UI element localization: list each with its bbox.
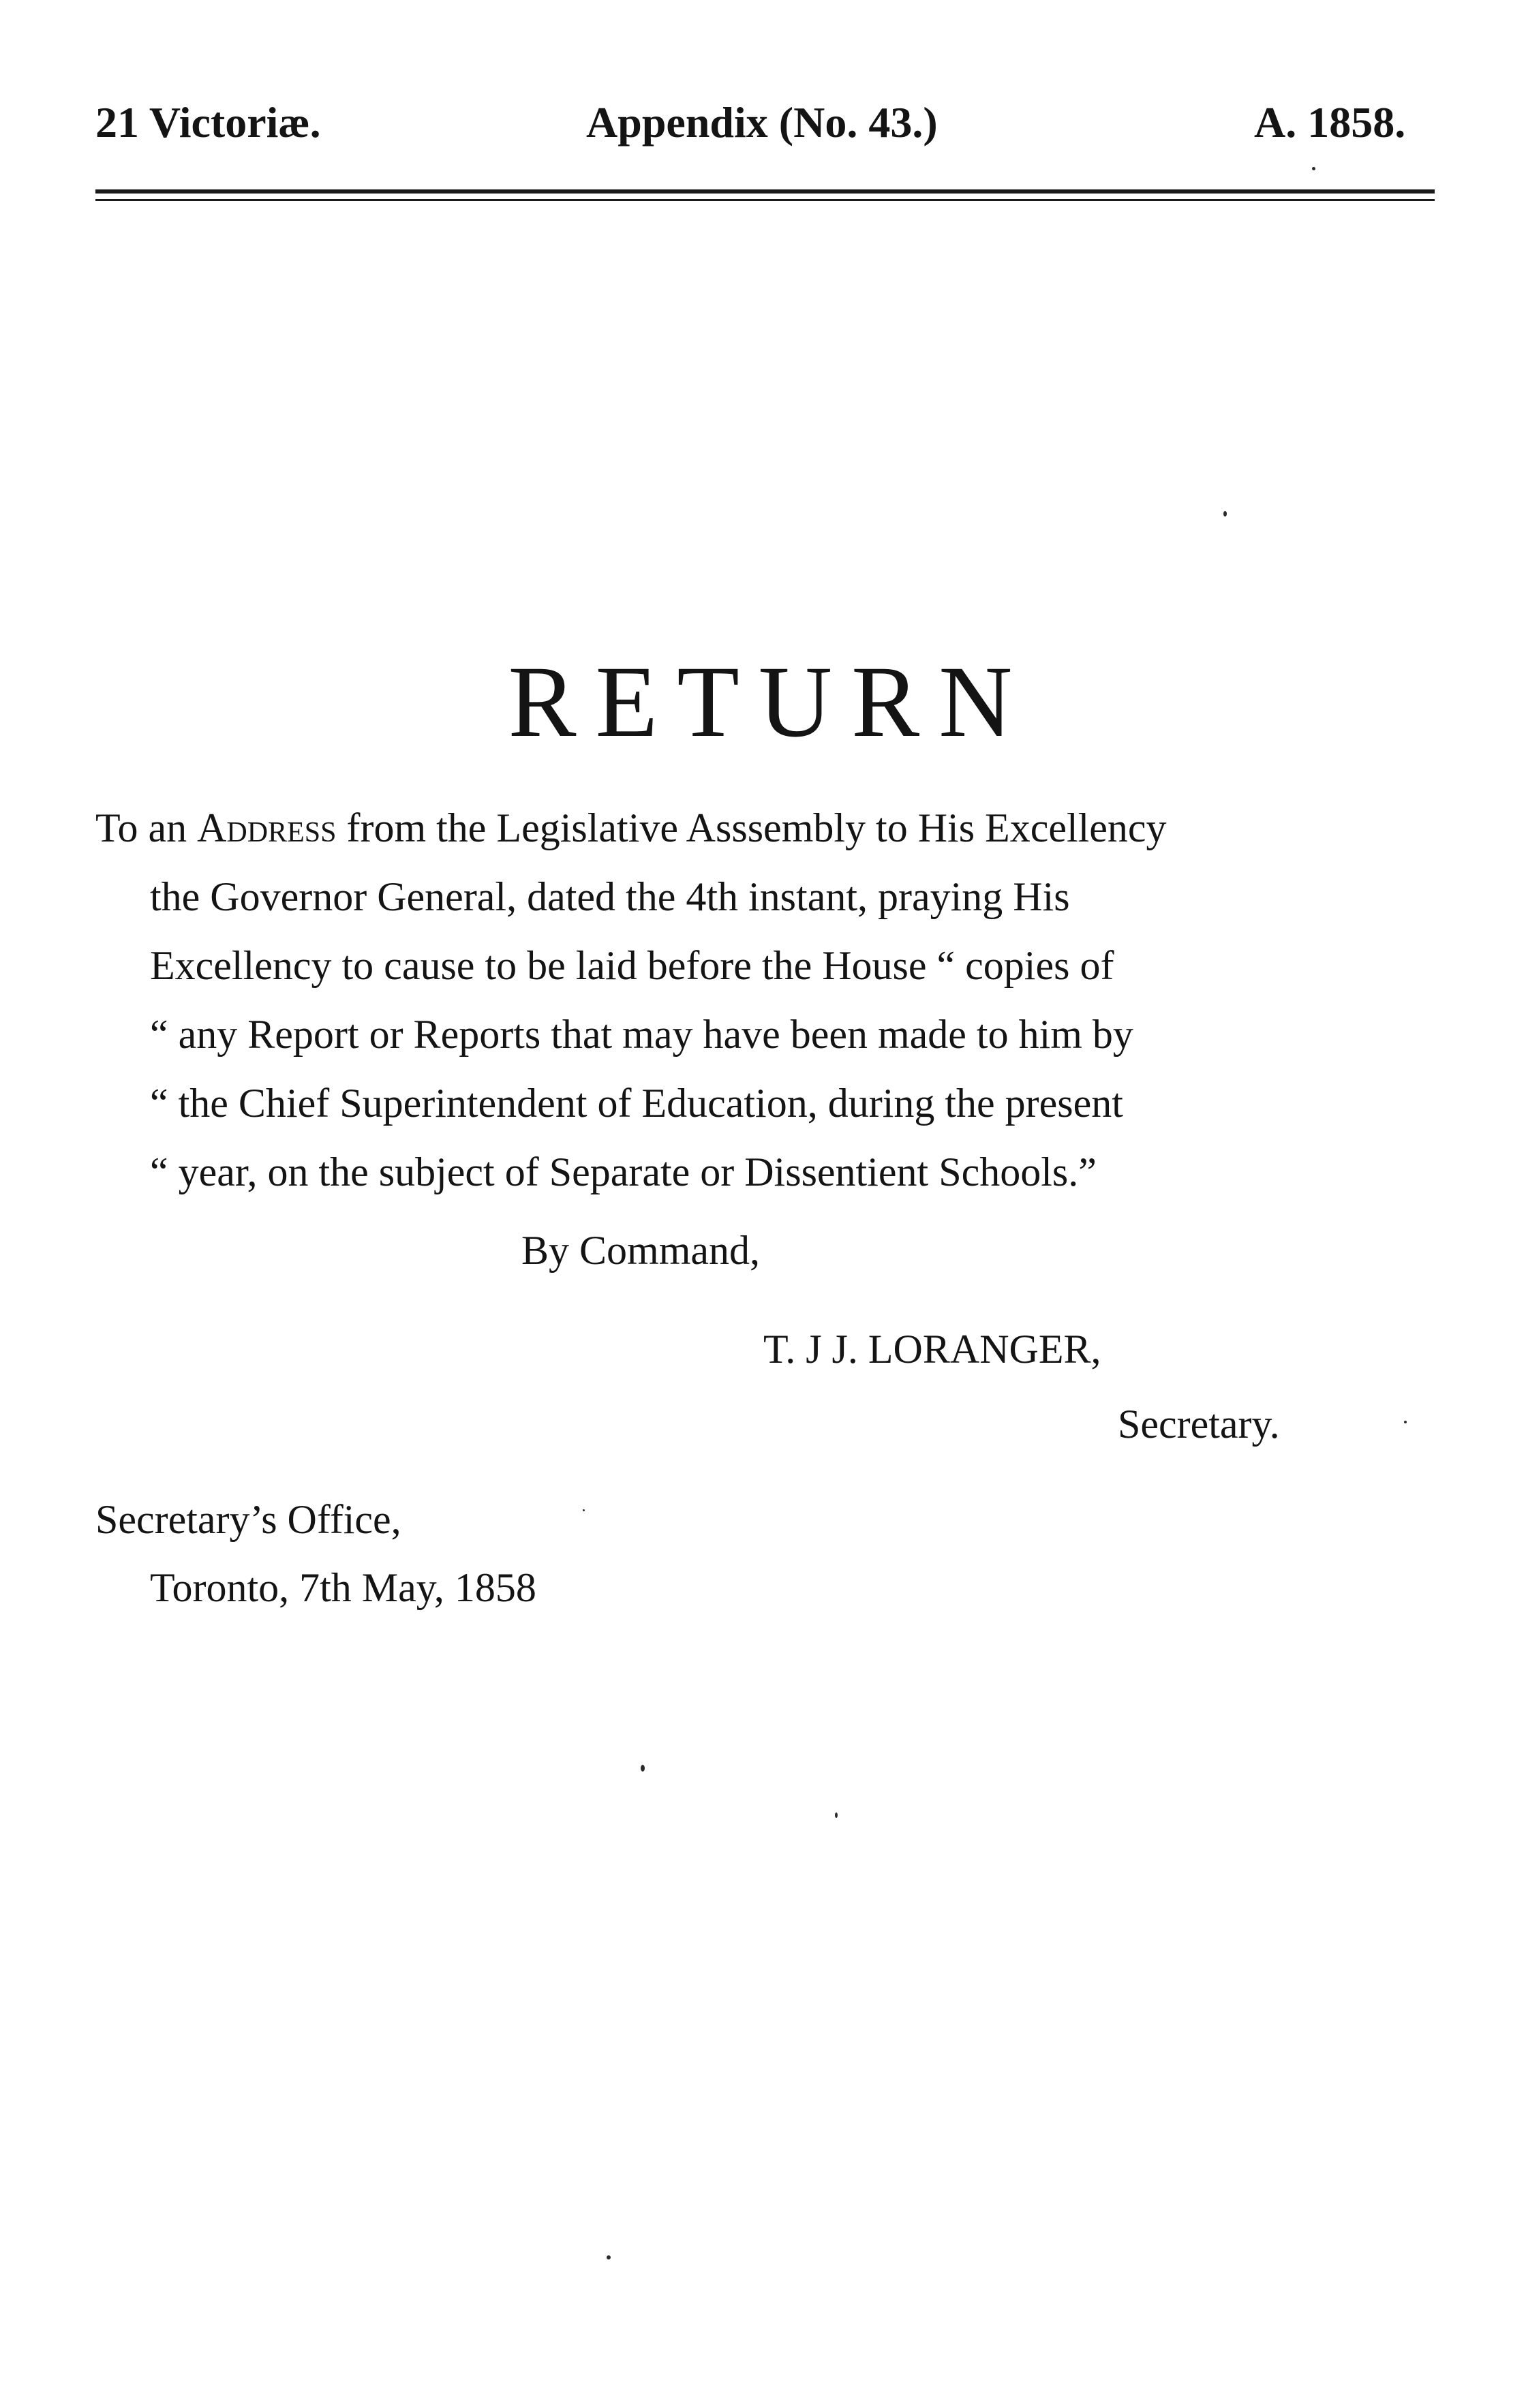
scan-speck <box>1312 167 1315 170</box>
running-head-appendix: Appendix (No. 43.) <box>586 98 938 146</box>
address-line-2: the Governor General, dated the 4th instant, praying His <box>150 874 1070 919</box>
header-rule-thick <box>95 189 1435 194</box>
address-line-1-suffix: from the Legislative Asssembly to His Excellency <box>336 805 1167 850</box>
address-line-1 <box>95 794 1431 863</box>
scan-speck <box>835 1812 838 1818</box>
office-name: Secretary’s Office, <box>95 1497 401 1542</box>
address-line-6: “ year, on the subject of Separate or Dissentient Schools.” <box>150 1149 1097 1194</box>
office-dateline <box>95 1485 536 1622</box>
scan-speck <box>641 1765 645 1772</box>
running-head-volume: 21 Victoriæ. <box>95 98 321 146</box>
address-smallcaps-word: Address <box>197 805 337 850</box>
scan-speck <box>583 1509 585 1511</box>
office-place-date: Toronto, 7th May, 1858 <box>150 1565 536 1610</box>
scan-speck <box>1404 1421 1407 1423</box>
address-line-1-prefix: To an <box>95 805 198 850</box>
address-line-4: “ any Report or Reports that may have been made to him by <box>150 1012 1133 1057</box>
address-paragraph <box>95 794 1431 1207</box>
running-head-year: A. 1858. <box>1254 98 1406 146</box>
header-rule-thin <box>95 199 1435 201</box>
address-line-5: “ the Chief Superintendent of Education, during the present <box>150 1081 1123 1126</box>
signer-name: T. J J. LORANGER, <box>763 1327 1101 1372</box>
scan-speck <box>1223 511 1227 516</box>
address-line-3: Excellency to cause to be laid before the House “ copies of <box>150 943 1114 988</box>
document-title: RETURN <box>508 645 1032 758</box>
by-command: By Command, <box>521 1228 761 1273</box>
signer-title: Secretary. <box>1118 1402 1280 1447</box>
running-head <box>95 95 1431 150</box>
scan-speck <box>607 2255 611 2259</box>
